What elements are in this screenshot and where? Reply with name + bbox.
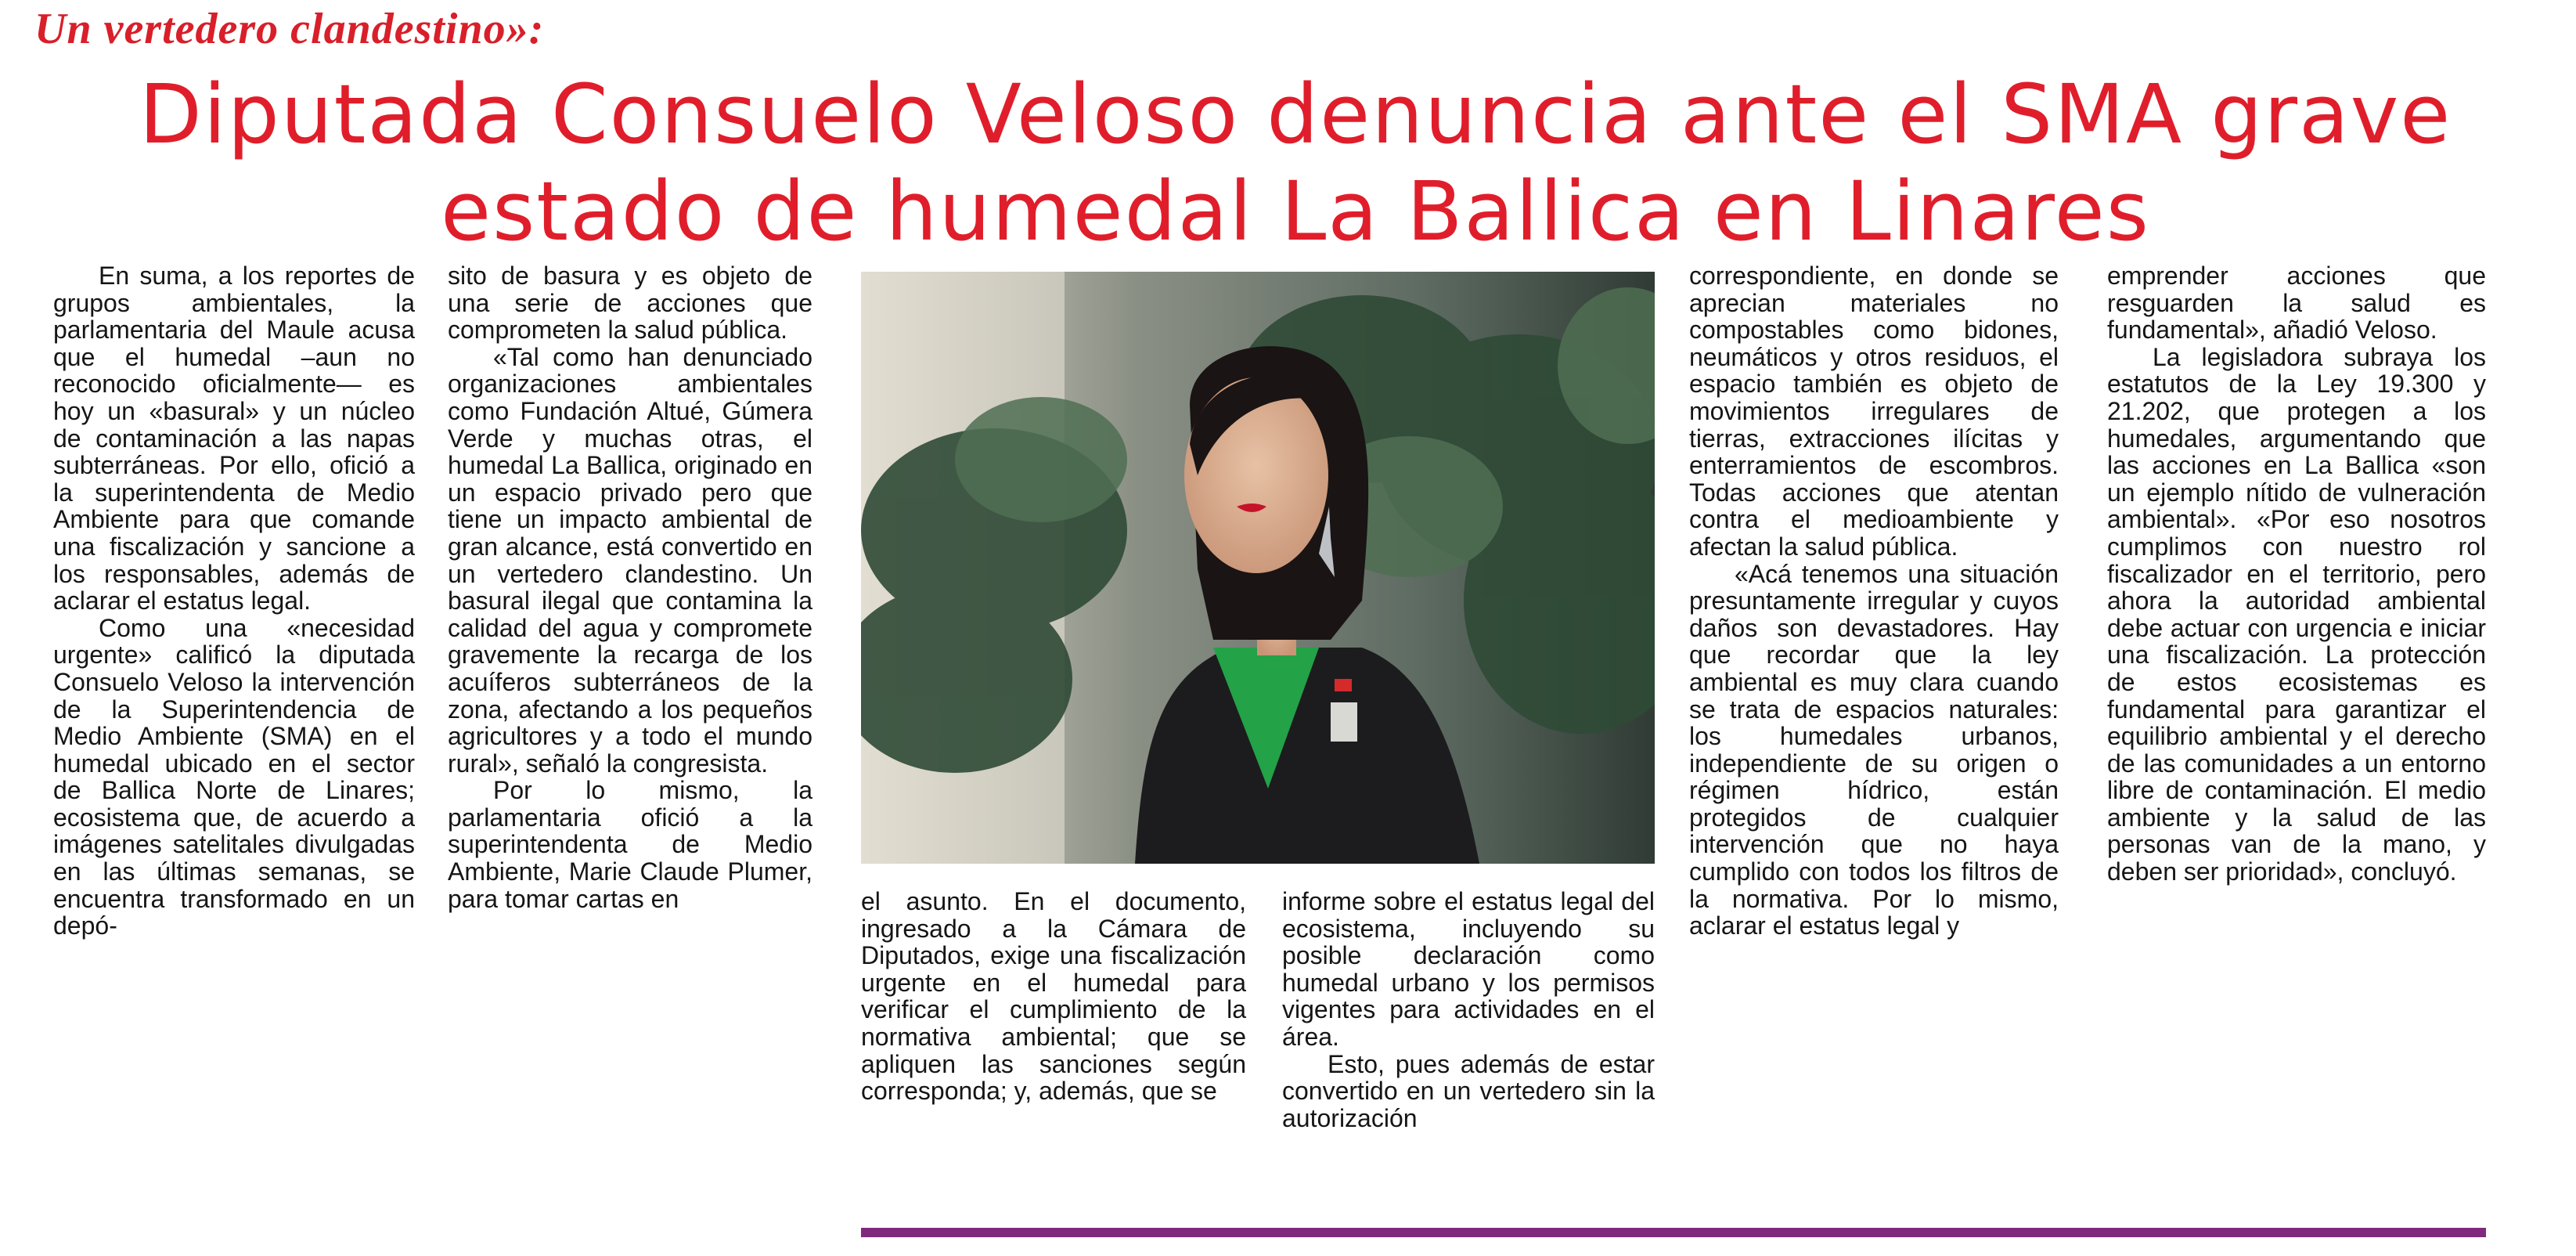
bottom-divider <box>861 1228 2486 1237</box>
text-column-4 <box>1282 888 1655 1131</box>
paragraph: sito de basura y es objeto de una serie de acciones que comprometen la salud pública. <box>448 262 812 345</box>
article-kicker: Un vertedero clandestino»: <box>34 5 545 53</box>
article-headline: Diputada Consuelo Veloso denuncia ante el SMA grave estado de humedal La Ballica en Linares <box>139 67 2452 259</box>
paragraph: emprender acciones que resguarden la salud es fundamental», añadió Veloso. <box>2107 262 2486 345</box>
paragraph: correspondiente, en donde se aprecian materiales no compostables como bidones, neumáticos y otros residuos, el espacio también es objeto de movimientos irregulares de tierras, extracciones ilícitas y enterramientos de escombros. Todas acciones que atentan contra el medioambiente y afectan la salud pública. <box>1689 262 2059 561</box>
paragraph: Esto, pues además de estar convertido en un vertedero sin la autorización <box>1282 1049 1655 1132</box>
text-column-1 <box>53 262 415 940</box>
paragraph: «Tal como han denunciado organizaciones ambientales como Fundación Altué, Gúmera Verde y muchas otras, el humedal La Ballica, originado en un espacio privado pero que tiene un impacto ambiental de gran alcance, está convertido en un vertedero clandestino. Un basural ilegal que contamina la calidad del agua y compromete gravemente la recarga de los acuíferos subterráneos de la zona, afectando a los pequeños agricultores y a todo el mundo rural», señaló la congresista. <box>448 342 812 778</box>
article-photo <box>861 272 1655 864</box>
paragraph: En suma, a los reportes de grupos ambientales, la parlamentaria del Maule acusa que el humedal –aun no reconocido oficialmente— es hoy un «basural» y un núcleo de contaminación a las napas subterráneas. Por ello, ofició a la superintendenta de Medio Ambiente para que comande una fiscalización y sancione a los responsables, además de aclarar el estatus legal. <box>53 262 415 615</box>
paragraph: informe sobre el estatus legal del ecosistema, incluyendo su posible declaración como humedal urbano y los permisos vigentes para actividades en el área. <box>1282 887 1655 1051</box>
paragraph: Por lo mismo, la parlamentaria ofició a la superintendenta de Medio Ambiente, Marie Claude Plumer, para tomar cartas en <box>448 776 812 913</box>
paragraph: «Acá tenemos una situación presuntamente irregular y cuyos daños son devastadores. Hay que recordar que la ley ambiental es muy clara cuando se trata de espacios naturales: los humedales urbanos, independiente de su origen o régimen hídrico, están protegidos de cualquier intervención que no haya cumplido con todos los filtros de la normativa. Por lo mismo, aclarar el estatus legal y <box>1689 559 2059 940</box>
photo-illustration <box>861 272 1655 864</box>
text-column-3 <box>861 888 1246 1105</box>
text-column-2 <box>448 262 812 912</box>
text-column-5 <box>1689 262 2059 940</box>
paragraph: La legisladora subraya los estatutos de la Ley 19.300 y 21.202, que protegen a los humedales, argumentando que las acciones en La Ballica «son un ejemplo nítido de vulneración ambiental». «Por eso nosotros cumplimos con nuestro rol fiscalizador en el territorio, pero ahora la autoridad ambiental debe actuar con urgencia e iniciar una fiscalización. La protección de estos ecosistemas es fundamental para garantizar el equilibrio ambiental y el derecho de las comunidades a un entorno libre de contaminación. El medio ambiente y la salud de las personas van de la mano, y deben ser prioridad», concluyó. <box>2107 342 2486 886</box>
text-column-6 <box>2107 262 2486 886</box>
paragraph: el asunto. En el documento, ingresado a la Cámara de Diputados, exige una fiscalización urgente en el humedal para verificar el cumplimiento de la normativa ambiental; que se apliquen las sanciones según corresponda; y, además, que se <box>861 887 1246 1106</box>
paragraph: Como una «necesidad urgente» calificó la diputada Consuelo Veloso la intervención de la Superintendencia de Medio Ambiente (SMA) en el humedal ubicado en el sector de Ballica Norte de Linares; ecosistema que, de acuerdo a imágenes satelitales divulgadas en las últimas semanas, se encuentra transformado en un depó- <box>53 613 415 940</box>
